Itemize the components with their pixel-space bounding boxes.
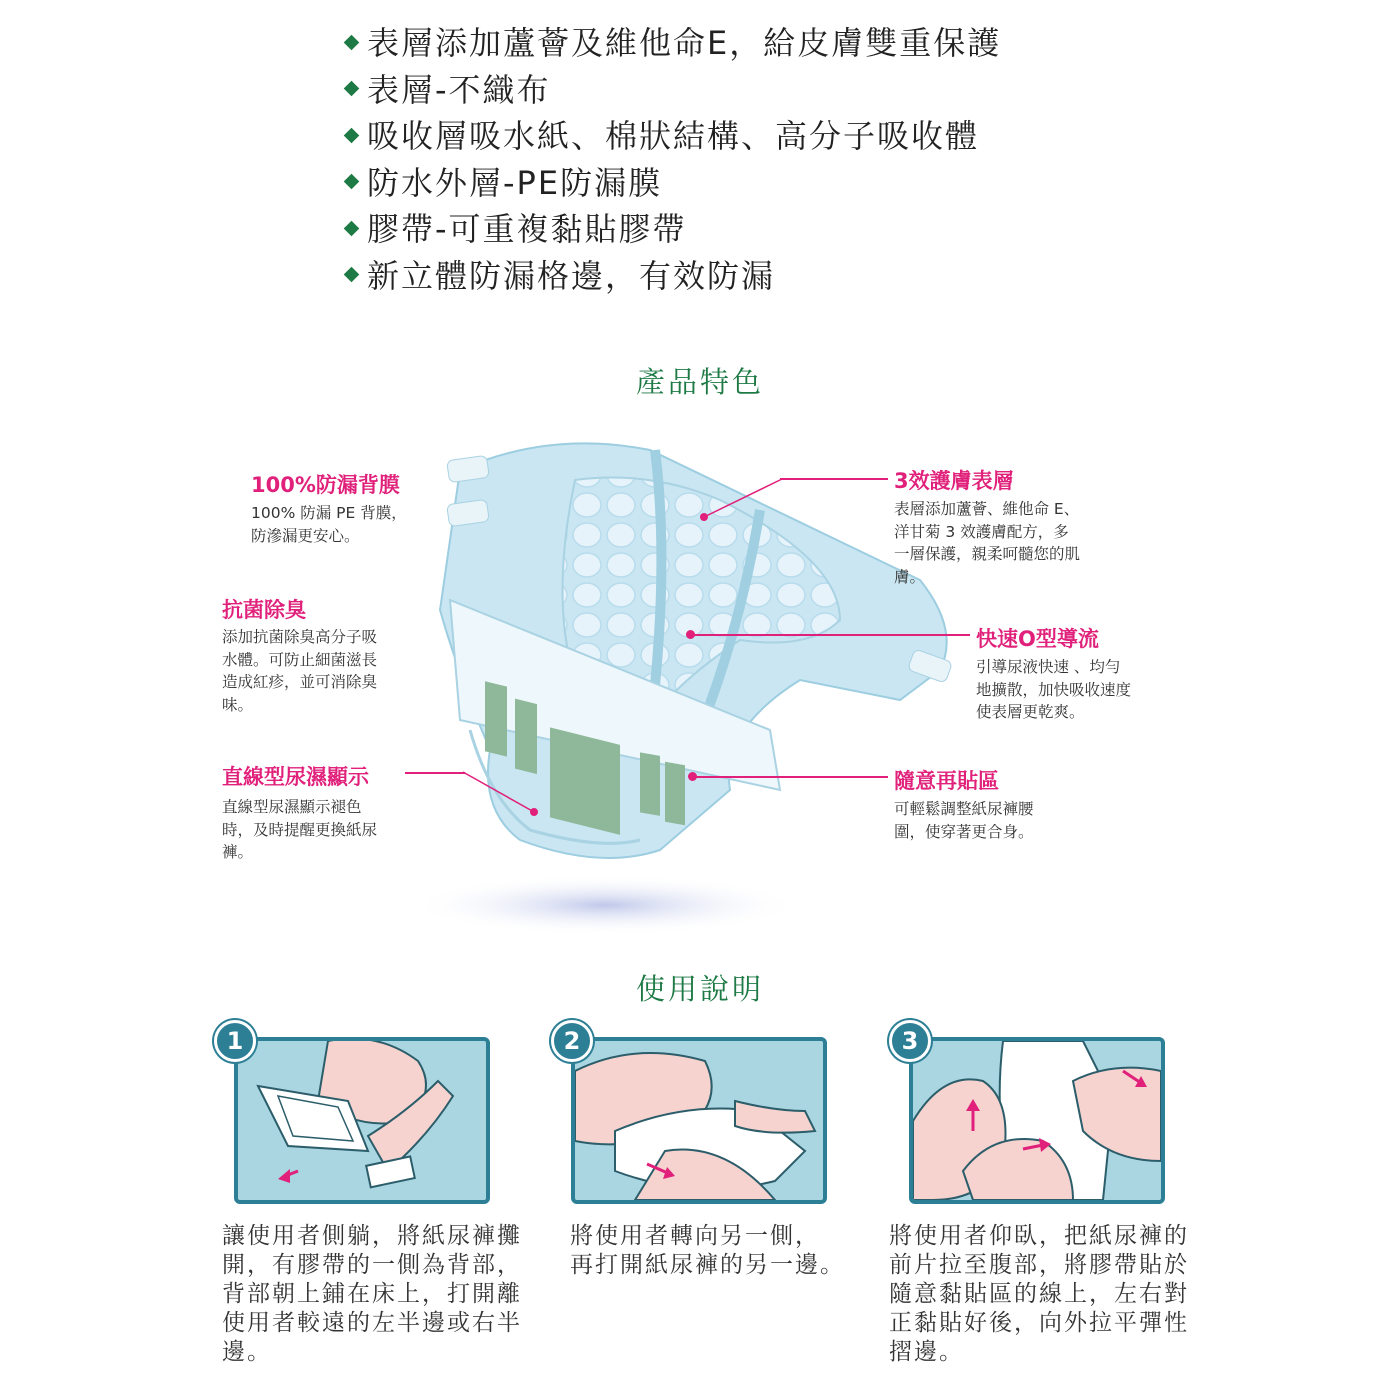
bullet-item: 表層-不織布 — [342, 67, 1001, 114]
callout-line-indicator — [405, 772, 465, 774]
feature-desc-refasten-zone: 可輕鬆調整紙尿褲腰 圍，使穿著更合身。 — [894, 800, 1034, 841]
step-3-drawing — [913, 1041, 1161, 1200]
step-2-drawing — [575, 1041, 823, 1200]
callout-line-skincare — [780, 478, 888, 480]
usage-heading: 使用說明 — [635, 972, 764, 1006]
diamond-bullet-icon — [344, 174, 360, 190]
step-2-number-badge: 2 — [551, 1020, 593, 1062]
feature-title-refasten-zone: 隨意再貼區 — [894, 769, 999, 793]
diaper-illustration — [400, 430, 980, 940]
step-1-drawing — [238, 1041, 486, 1200]
feature-desc-skincare: 表層添加蘆薈、維他命 E、 洋甘菊 3 效護膚配方，多 一層保護，親柔呵髓您的肌 膚。 — [894, 500, 1081, 586]
diamond-bullet-icon — [344, 34, 360, 50]
feature-desc-antibacterial: 添加抗菌除臭高分子吸 水體。可防止細菌滋長 造成紅疹，並可消除臭 味。 — [222, 628, 378, 714]
bullet-item: 表層添加蘆薈及維他命E，給皮膚雙重保護 — [342, 20, 1001, 67]
feature-bullet-list — [342, 20, 1001, 299]
step-3-text: 將使用者仰臥，把紙尿褲的 前片拉至腹部，將膠帶貼於 隨意黏貼區的線上，左右對 正黏貼好後，向外拉平彈性 摺邊。 — [889, 1223, 1189, 1365]
callout-connector-indicator — [462, 770, 542, 818]
callout-dot-flow — [686, 630, 695, 639]
feature-title-antibacterial: 抗菌除臭 — [222, 598, 306, 622]
feature-title-wetness-indicator: 直線型尿濕顯示 — [222, 765, 369, 789]
callout-line-refasten — [692, 776, 888, 778]
feature-desc-wetness-indicator: 直線型尿濕顯示褪色 時，及時提醒更換紙尿 褲。 — [222, 798, 378, 861]
features-heading: 產品特色 — [635, 365, 764, 399]
bullet-item: 膠帶-可重複黏貼膠帶 — [342, 206, 1001, 253]
step-1-illustration — [234, 1037, 490, 1204]
callout-dot-refasten — [688, 772, 697, 781]
diamond-bullet-icon — [344, 127, 360, 143]
feature-desc-backsheet: 100% 防漏 PE 背膜， 防滲漏更安心。 — [251, 504, 407, 545]
step-2-illustration — [571, 1037, 827, 1204]
step-1-text: 讓使用者側躺，將紙尿褲攤 開，有膠帶的一側為背部， 背部朝上鋪在床上，打開離 使用者較遠的左半邊或右半 邊。 — [222, 1223, 522, 1365]
feature-title-skincare: 3效護膚表層 — [894, 469, 1014, 493]
feature-desc-fast-flow: 引導尿液快速 、均勻 地擴散，加快吸收速度 使表層更乾爽。 — [976, 658, 1132, 721]
step-2-text: 將使用者轉向另一側， 再打開紙尿褲的另一邊。 — [570, 1223, 845, 1278]
step-3-number-badge: 3 — [889, 1020, 931, 1062]
bullet-item: 防水外層-PE防漏膜 — [342, 160, 1001, 207]
step-3-illustration — [909, 1037, 1165, 1204]
diamond-bullet-icon — [344, 220, 360, 236]
diamond-bullet-icon — [344, 81, 360, 97]
feature-title-backsheet: 100%防漏背膜 — [251, 473, 400, 497]
bullet-item: 新立體防漏格邊，有效防漏 — [342, 253, 1001, 300]
diamond-bullet-icon — [344, 267, 360, 283]
bullet-item: 吸收層吸水紙、棉狀結構、高分子吸收體 — [342, 113, 1001, 160]
step-1-number-badge: 1 — [214, 1020, 256, 1062]
feature-title-fast-flow: 快速O型導流 — [976, 627, 1099, 651]
callout-line-flow — [690, 634, 970, 636]
callout-connector-skincare — [700, 476, 790, 521]
